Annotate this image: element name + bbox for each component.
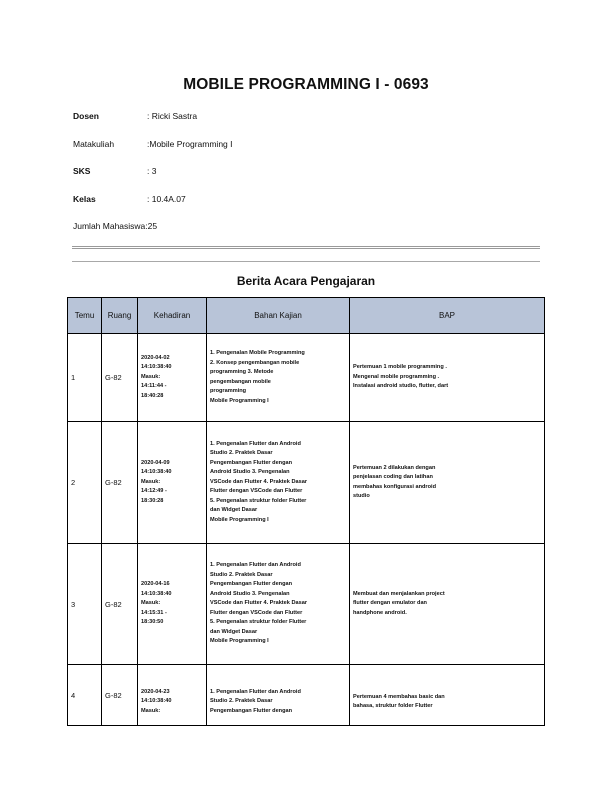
divider-single xyxy=(72,261,540,262)
cell-line: Mobile Programming I xyxy=(210,397,269,404)
cell-bahan-kajian xyxy=(207,544,350,665)
cell-bap xyxy=(350,544,545,665)
cell-line: Pertemuan 2 dilakukan dengan xyxy=(353,464,436,471)
cell-line: 14:10:38:40 xyxy=(141,698,172,705)
cell-line: 14:10:38:40 xyxy=(141,590,172,597)
info-label: SKS xyxy=(73,166,91,176)
cell-ruang: G-82 xyxy=(102,422,138,544)
info-row-matakuliah xyxy=(73,139,233,149)
cell-line: Mengenal mobile programming . xyxy=(353,373,440,380)
header-kehadiran: Kehadiran xyxy=(138,298,207,334)
cell-line: 2020-04-02 xyxy=(141,354,170,361)
cell-line: 14:10:38:40 xyxy=(141,364,172,371)
cell-bahan-kajian xyxy=(207,665,350,726)
info-value: :Mobile Programming I xyxy=(147,139,233,149)
jumlah-mahasiswa: Jumlah Mahasiswa:25 xyxy=(73,221,158,231)
cell-line: 2. Konsep pengembangan mobile xyxy=(210,359,300,366)
cell-line: Pengembangan Flutter dengan xyxy=(210,459,293,466)
info-row-kelas xyxy=(73,194,186,204)
cell-line: VSCode dan Flutter 4. Praktek Dasar xyxy=(210,478,307,485)
info-value: : Ricki Sastra xyxy=(147,111,198,121)
cell-temu: 1 xyxy=(68,334,102,422)
cell-line: Masuk: xyxy=(141,600,161,607)
cell-line: Android Studio 3. Pengenalan xyxy=(210,590,290,597)
cell-line: Mobile Programming I xyxy=(210,638,269,645)
cell-line: penjelasan coding dan latihan xyxy=(353,474,433,480)
cell-line: membahas konfigurasi android xyxy=(353,483,436,490)
cell-temu: 2 xyxy=(68,422,102,544)
cell-bap xyxy=(350,334,545,422)
cell-line: 18:30:28 xyxy=(141,497,164,504)
header-temu: Temu xyxy=(68,298,102,334)
cell-line: 1. Pengenalan Flutter dan Android xyxy=(210,562,301,569)
cell-line: dan Widget Dasar xyxy=(210,507,258,514)
cell-temu: 3 xyxy=(68,544,102,665)
cell-line: Masuk: xyxy=(141,373,161,380)
cell-line: pengembangan mobile xyxy=(210,378,271,385)
cell-line: 14:15:31 - xyxy=(141,609,167,616)
cell-line: Flutter dengan VSCode dan Flutter xyxy=(210,488,303,495)
cell-line: Masuk: xyxy=(141,478,161,485)
cell-bap xyxy=(350,665,545,726)
cell-line: bahasa, struktur folder Flutter xyxy=(353,703,433,709)
cell-ruang: G-82 xyxy=(102,665,138,726)
cell-line: 2020-04-16 xyxy=(141,581,170,588)
cell-line: Pengembangan Flutter dengan xyxy=(210,581,293,588)
cell-line: Pengembangan Flutter dengan xyxy=(210,707,293,714)
cell-ruang: G-82 xyxy=(102,334,138,422)
cell-line: 1. Pengenalan Flutter dan Android xyxy=(210,688,301,695)
cell-line: studio xyxy=(353,493,370,499)
cell-kehadiran xyxy=(138,422,207,544)
cell-line: Instalasi android studio, flutter, dart xyxy=(353,383,449,390)
info-row-dosen xyxy=(73,111,197,121)
cell-bap xyxy=(350,422,545,544)
info-label: Dosen xyxy=(73,111,99,121)
cell-line: programming 3. Metode xyxy=(210,369,274,375)
cell-line: handphone android. xyxy=(353,609,407,616)
cell-line: 18:40:28 xyxy=(141,392,164,399)
cell-line: programming xyxy=(210,388,247,394)
table-body xyxy=(68,334,545,726)
info-label: Matakuliah xyxy=(73,139,115,149)
cell-line: 2020-04-23 xyxy=(141,688,170,695)
cell-kehadiran xyxy=(138,665,207,726)
cell-temu: 4 xyxy=(68,665,102,726)
table-row xyxy=(68,334,545,422)
cell-line: Pertemuan 1 mobile programming . xyxy=(353,364,447,371)
cell-line: 18:30:50 xyxy=(141,619,164,626)
info-row-sks xyxy=(73,166,156,176)
table-row xyxy=(68,544,545,665)
cell-line: Studio 2. Praktek Dasar xyxy=(210,571,273,578)
cell-line: Android Studio 3. Pengenalan xyxy=(210,469,290,476)
cell-line: Studio 2. Praktek Dasar xyxy=(210,450,273,457)
cell-line: Membuat dan menjalankan project xyxy=(353,590,445,597)
cell-line: 5. Pengenalan struktur folder Flutter xyxy=(210,619,307,626)
page-title: MOBILE PROGRAMMING I - 0693 xyxy=(183,76,429,93)
cell-bahan-kajian xyxy=(207,422,350,544)
cell-line: flutter dengan emulator dan xyxy=(353,600,427,607)
cell-line: VSCode dan Flutter 4. Praktek Dasar xyxy=(210,600,307,607)
cell-line: 5. Pengenalan struktur folder Flutter xyxy=(210,497,307,504)
cell-bahan-kajian xyxy=(207,334,350,422)
cell-line: Studio 2. Praktek Dasar xyxy=(210,698,273,705)
cell-line: Pertemuan 4 membahas basic dan xyxy=(353,693,445,700)
cell-line: Mobile Programming I xyxy=(210,516,269,523)
cell-line: 1. Pengenalan Flutter dan Android xyxy=(210,440,301,447)
bap-table xyxy=(67,297,545,726)
cell-line: 2020-04-09 xyxy=(141,459,170,466)
cell-line: Flutter dengan VSCode dan Flutter xyxy=(210,609,303,616)
cell-line: 1. Pengenalan Mobile Programming xyxy=(210,350,305,356)
info-label: Kelas xyxy=(73,194,96,204)
info-value: : 10.4A.07 xyxy=(147,194,186,204)
table-row xyxy=(68,665,545,726)
cell-kehadiran xyxy=(138,334,207,422)
section-title: Berita Acara Pengajaran xyxy=(236,274,376,288)
cell-ruang: G-82 xyxy=(102,544,138,665)
cell-line: 14:11:44 - xyxy=(141,383,167,390)
info-value: : 3 xyxy=(147,166,157,176)
cell-line: 14:10:38:40 xyxy=(141,469,172,476)
header-bap: BAP xyxy=(350,298,545,334)
divider-double xyxy=(72,246,540,249)
table-header-row xyxy=(68,298,545,334)
cell-line: 14:12:49 - xyxy=(141,488,167,495)
header-bahan-kajian: Bahan Kajian xyxy=(207,298,350,334)
cell-line: Masuk: xyxy=(141,707,161,714)
cell-line: dan Widget Dasar xyxy=(210,628,258,635)
cell-kehadiran xyxy=(138,544,207,665)
table-row xyxy=(68,422,545,544)
header-ruang: Ruang xyxy=(102,298,138,334)
